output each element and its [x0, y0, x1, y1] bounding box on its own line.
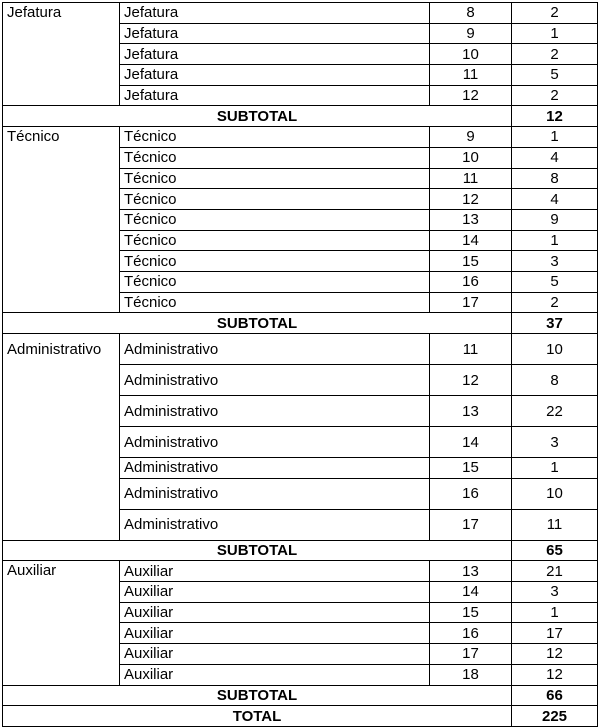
subtotal-row	[3, 685, 598, 706]
position-name: Técnico	[120, 292, 430, 313]
subtotal-label: SUBTOTAL	[3, 106, 512, 127]
count-value: 2	[512, 44, 598, 65]
count-value: 11	[512, 509, 598, 540]
position-name: Jefatura	[120, 85, 430, 106]
position-name: Administrativo	[120, 396, 430, 427]
level-value: 12	[430, 85, 512, 106]
subtotal-label: SUBTOTAL	[3, 313, 512, 334]
level-value: 17	[430, 509, 512, 540]
level-value: 12	[430, 365, 512, 396]
position-name: Auxiliar	[120, 664, 430, 685]
subtotal-value: 65	[512, 540, 598, 561]
position-name: Técnico	[120, 168, 430, 189]
position-name: Administrativo	[120, 365, 430, 396]
count-value: 1	[512, 230, 598, 251]
level-value: 11	[430, 334, 512, 365]
count-value: 2	[512, 3, 598, 24]
subtotal-label: SUBTOTAL	[3, 540, 512, 561]
position-name: Auxiliar	[120, 582, 430, 603]
level-value: 8	[430, 3, 512, 24]
position-name: Auxiliar	[120, 561, 430, 582]
subtotal-label: SUBTOTAL	[3, 685, 512, 706]
count-value: 4	[512, 147, 598, 168]
table-row	[3, 127, 598, 148]
total-row	[3, 706, 598, 727]
subtotal-value: 37	[512, 313, 598, 334]
count-value: 21	[512, 561, 598, 582]
position-name: Administrativo	[120, 458, 430, 479]
count-value: 1	[512, 127, 598, 148]
level-value: 14	[430, 427, 512, 458]
count-value: 3	[512, 582, 598, 603]
level-value: 17	[430, 292, 512, 313]
position-name: Técnico	[120, 209, 430, 230]
count-value: 2	[512, 85, 598, 106]
position-name: Administrativo	[120, 427, 430, 458]
total-value: 225	[512, 706, 598, 727]
level-value: 10	[430, 44, 512, 65]
staff-table	[2, 2, 598, 727]
category-cell: Auxiliar	[3, 561, 120, 685]
level-value: 16	[430, 478, 512, 509]
count-value: 8	[512, 365, 598, 396]
table-row	[3, 3, 598, 24]
subtotal-value: 66	[512, 685, 598, 706]
staff-table-body	[3, 3, 598, 727]
level-value: 13	[430, 561, 512, 582]
count-value: 3	[512, 251, 598, 272]
position-name: Auxiliar	[120, 644, 430, 665]
position-name: Jefatura	[120, 3, 430, 24]
count-value: 10	[512, 478, 598, 509]
table-row	[3, 561, 598, 582]
position-name: Administrativo	[120, 478, 430, 509]
table-row	[3, 334, 598, 365]
count-value: 5	[512, 271, 598, 292]
position-name: Técnico	[120, 251, 430, 272]
count-value: 12	[512, 644, 598, 665]
position-name: Auxiliar	[120, 623, 430, 644]
position-name: Administrativo	[120, 334, 430, 365]
level-value: 10	[430, 147, 512, 168]
count-value: 12	[512, 664, 598, 685]
total-label: TOTAL	[3, 706, 512, 727]
count-value: 22	[512, 396, 598, 427]
position-name: Técnico	[120, 127, 430, 148]
level-value: 15	[430, 458, 512, 479]
level-value: 15	[430, 602, 512, 623]
count-value: 3	[512, 427, 598, 458]
count-value: 5	[512, 65, 598, 86]
count-value: 10	[512, 334, 598, 365]
subtotal-value: 12	[512, 106, 598, 127]
level-value: 11	[430, 65, 512, 86]
category-cell: Administrativo	[3, 334, 120, 541]
count-value: 1	[512, 602, 598, 623]
count-value: 17	[512, 623, 598, 644]
count-value: 4	[512, 189, 598, 210]
count-value: 9	[512, 209, 598, 230]
level-value: 14	[430, 230, 512, 251]
position-name: Jefatura	[120, 44, 430, 65]
position-name: Administrativo	[120, 509, 430, 540]
level-value: 9	[430, 23, 512, 44]
level-value: 16	[430, 271, 512, 292]
position-name: Jefatura	[120, 65, 430, 86]
position-name: Auxiliar	[120, 602, 430, 623]
position-name: Jefatura	[120, 23, 430, 44]
level-value: 9	[430, 127, 512, 148]
subtotal-row	[3, 106, 598, 127]
count-value: 8	[512, 168, 598, 189]
level-value: 15	[430, 251, 512, 272]
position-name: Técnico	[120, 271, 430, 292]
level-value: 12	[430, 189, 512, 210]
category-cell: Jefatura	[3, 3, 120, 106]
level-value: 16	[430, 623, 512, 644]
count-value: 2	[512, 292, 598, 313]
count-value: 1	[512, 458, 598, 479]
category-cell: Técnico	[3, 127, 120, 313]
level-value: 18	[430, 664, 512, 685]
count-value: 1	[512, 23, 598, 44]
position-name: Técnico	[120, 230, 430, 251]
position-name: Técnico	[120, 189, 430, 210]
level-value: 13	[430, 396, 512, 427]
level-value: 11	[430, 168, 512, 189]
position-name: Técnico	[120, 147, 430, 168]
subtotal-row	[3, 313, 598, 334]
level-value: 17	[430, 644, 512, 665]
subtotal-row	[3, 540, 598, 561]
level-value: 13	[430, 209, 512, 230]
level-value: 14	[430, 582, 512, 603]
